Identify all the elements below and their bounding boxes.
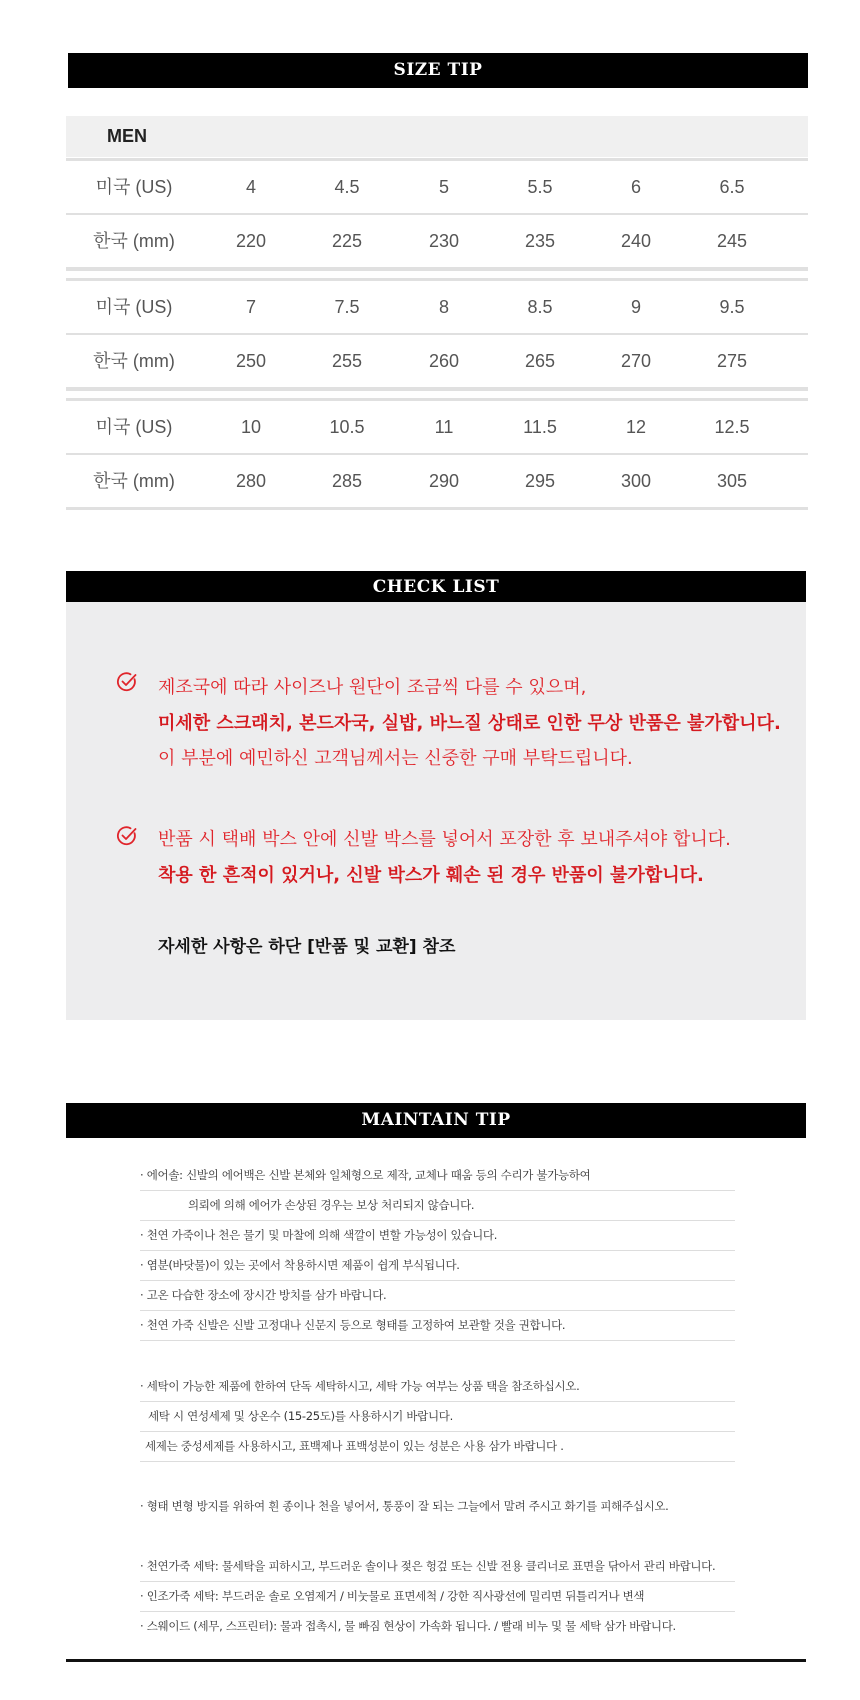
us-size-cell: 8	[438, 297, 449, 317]
men-label: MEN	[107, 126, 147, 146]
size-tip-header	[68, 53, 808, 88]
table-divider	[66, 267, 808, 271]
us-size-label: 미국 (US)	[95, 177, 173, 197]
table-row	[66, 161, 808, 213]
mm-size-cell: 300	[620, 471, 652, 491]
mm-size-cell: 280	[235, 471, 267, 491]
us-size-cell: 9	[630, 297, 641, 317]
tip-line-12: · 인조가죽 세탁: 부드러운 솔로 오염제거 / 비눗물로 표면세척 / 강한 직사광선에 밀리면 뒤틀리거나 변색	[140, 1581, 735, 1612]
refund-note: 자세한 사항은 하단 [반품 및 교환] 참조	[158, 937, 456, 957]
tip-line-13: · 스웨이드 (세무, 스프린터): 물과 접촉시, 물 빠짐 현상이 가속화 됩니다. / 빨래 비누 및 물 세탁 삼가 바랍니다.	[140, 1619, 676, 1633]
mm-size-cell: 290	[428, 471, 460, 491]
check-item-1-line-1: 제조국에 따라 사이즈나 원단이 조금씩 다를 수 있으며,	[158, 677, 587, 698]
mm-size-cell: 260	[428, 351, 460, 371]
mm-size-cell: 225	[331, 231, 363, 251]
us-size-cell: 7	[245, 297, 256, 317]
us-size-cell: 6.5	[719, 177, 745, 197]
check-item-2-line-2: 착용 한 흔적이 있거나, 신발 박스가 훼손 된 경우 반품이 불가합니다.	[158, 865, 704, 886]
us-size-cell: 12	[625, 417, 647, 437]
kr-size-label: 한국 (mm)	[93, 471, 175, 491]
check-list-title: CHECK LIST	[372, 577, 500, 597]
check-circle-icon	[116, 671, 138, 693]
maintain-tip-header	[66, 1103, 806, 1138]
mm-size-cell: 275	[716, 351, 748, 371]
us-size-cell: 4	[245, 177, 256, 197]
table-row	[66, 455, 808, 507]
us-size-cell: 7.5	[334, 297, 360, 317]
mm-size-cell: 255	[331, 351, 363, 371]
table-divider	[66, 507, 808, 510]
tip-line-2: 의뢰에 의해 에어가 손상된 경우는 보상 처리되지 않습니다.	[140, 1190, 735, 1221]
mm-size-cell: 295	[524, 471, 556, 491]
us-size-cell: 11.5	[523, 417, 557, 437]
us-size-cell: 6	[630, 177, 641, 197]
mm-size-cell: 265	[524, 351, 556, 371]
check-item-2-line-1: 반품 시 택배 박스 안에 신발 박스를 넣어서 포장한 후 보내주셔야 합니다.	[158, 829, 731, 850]
bottom-divider	[66, 1659, 806, 1662]
mm-size-cell: 305	[716, 471, 748, 491]
check-item-1-line-3: 이 부분에 예민하신 고객님께서는 신중한 구매 부탁드립니다.	[158, 748, 633, 769]
table-row	[66, 401, 808, 453]
mm-size-cell: 230	[428, 231, 460, 251]
tip-line-6: · 천연 가죽 신발은 신발 고정대나 신문지 등으로 형태를 고정하여 보관할 것을 권합니다.	[140, 1310, 735, 1341]
us-size-cell: 5	[438, 177, 449, 197]
us-size-cell: 4.5	[334, 177, 360, 197]
us-size-label: 미국 (US)	[95, 297, 173, 317]
mm-size-cell: 245	[716, 231, 748, 251]
check-list-panel	[66, 602, 806, 1020]
table-divider	[66, 387, 808, 391]
maintain-tip-title: MAINTAIN TIP	[361, 1110, 511, 1130]
tip-line-9: 세제는 중성세제를 사용하시고, 표백제나 표백성분이 있는 성분은 사용 삼가 바랍니다 .	[140, 1431, 735, 1462]
us-size-cell: 11	[434, 417, 454, 437]
tip-line-3: · 천연 가죽이나 천은 물기 및 마찰에 의해 색깔이 변할 가능성이 있습니다.	[140, 1220, 735, 1251]
mm-size-cell: 270	[620, 351, 652, 371]
tip-line-7: · 세탁이 가능한 제품에 한하여 단독 세탁하시고, 세탁 가능 여부는 상품 택을 참조하십시오.	[140, 1371, 735, 1402]
table-row	[66, 281, 808, 333]
us-size-cell: 9.5	[719, 297, 745, 317]
mm-size-cell: 250	[235, 351, 267, 371]
us-size-cell: 10.5	[329, 417, 365, 437]
kr-size-label: 한국 (mm)	[93, 351, 175, 371]
size-tip-title: SIZE TIP	[393, 60, 483, 80]
men-section-header	[66, 116, 808, 157]
table-row	[66, 335, 808, 387]
us-size-label: 미국 (US)	[95, 417, 173, 437]
kr-size-label: 한국 (mm)	[93, 231, 175, 251]
check-circle-icon	[116, 825, 138, 847]
mm-size-cell: 285	[331, 471, 363, 491]
us-size-cell: 8.5	[527, 297, 553, 317]
us-size-cell: 12.5	[714, 417, 750, 437]
tip-line-5: · 고온 다습한 장소에 장시간 방치를 삼가 바랍니다.	[140, 1280, 735, 1311]
mm-size-cell: 220	[235, 231, 267, 251]
us-size-cell: 10	[240, 417, 262, 437]
tip-line-8: 세탁 시 연성세제 및 상온수 (15-25도)를 사용하시기 바랍니다.	[140, 1401, 735, 1432]
tip-line-10: · 형태 변형 방지를 위하여 흰 종이나 천을 넣어서, 통풍이 잘 되는 그늘에서 말려 주시고 화기를 피해주십시오.	[140, 1499, 669, 1513]
check-list-header	[66, 571, 806, 604]
us-size-cell: 5.5	[527, 177, 553, 197]
check-item-1-line-2: 미세한 스크래치, 본드자국, 실밥, 바느질 상태로 인한 무상 반품은 불가합니다.	[158, 713, 781, 734]
tip-line-4: · 염분(바닷물)이 있는 곳에서 착용하시면 제품이 쉽게 부식됩니다.	[140, 1250, 735, 1281]
tip-line-11: · 천연가죽 세탁: 물세탁을 피하시고, 부드러운 솔이나 젖은 헝겊 또는 신발 전용 클리너로 표면을 닦아서 관리 바랍니다.	[140, 1551, 735, 1582]
table-row	[66, 215, 808, 267]
mm-size-cell: 240	[620, 231, 652, 251]
tip-line-1: · 에어솔: 신발의 에어백은 신발 본체와 일체형으로 제작, 교체나 때움 등의 수리가 불가능하여	[140, 1160, 735, 1191]
mm-size-cell: 235	[524, 231, 556, 251]
